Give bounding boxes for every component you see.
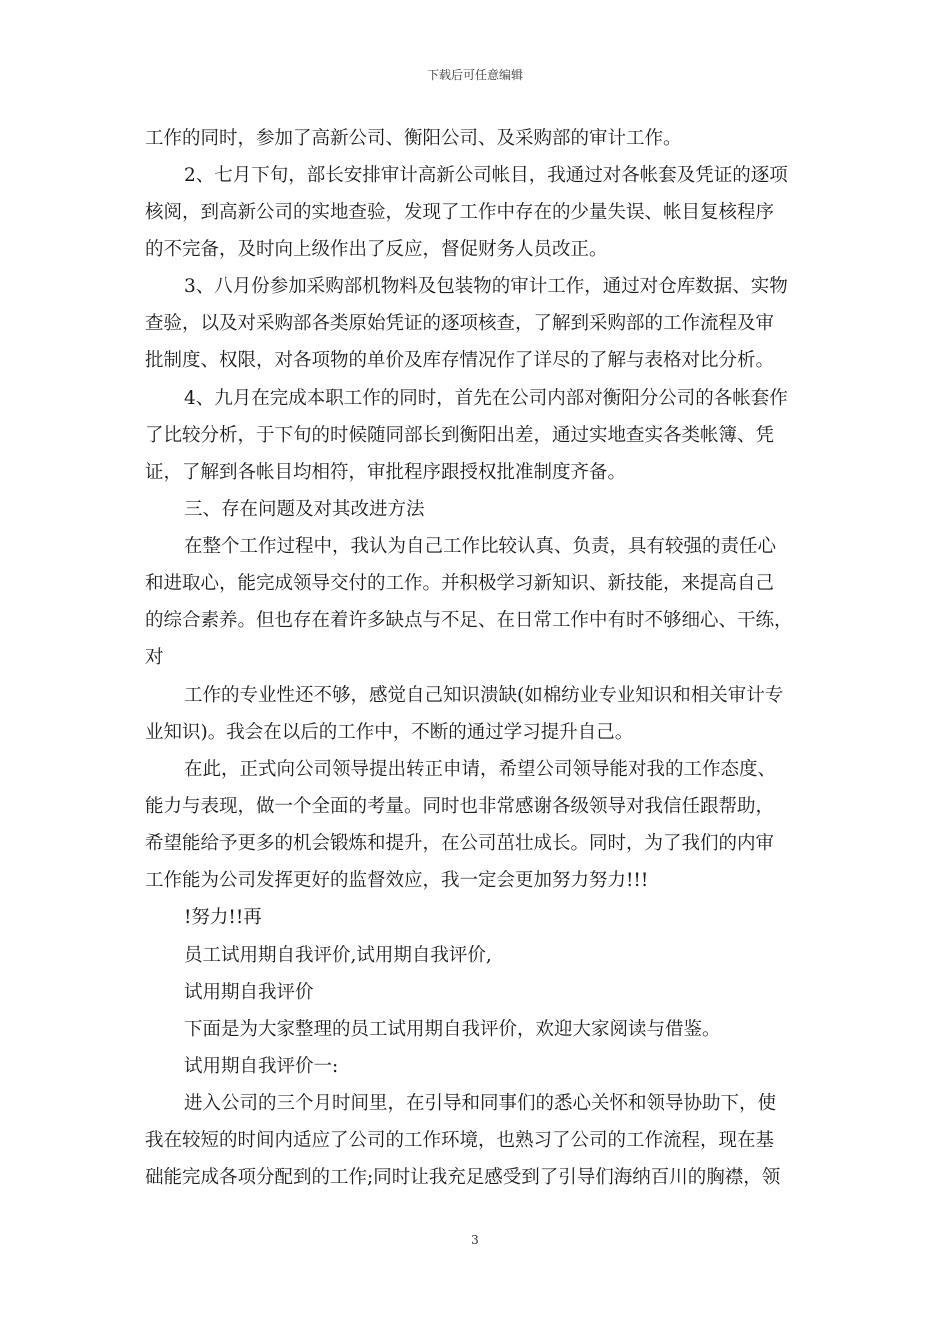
text-line: 对 xyxy=(145,647,164,668)
text-line: 我在较短的时间内适应了公司的工作环境，也熟习了公司的工作流程，现在基 xyxy=(145,1130,775,1151)
text-line: 工作的专业性还不够，感觉自己知识溃缺(如棉纺业专业知识和相关审计专 xyxy=(184,685,784,706)
section-heading: 三、存在问题及对其改进方法 xyxy=(184,499,425,520)
text-line: 了比较分析，于下旬的时候随同部长到衡阳出差，通过实地查实各类帐簿、凭 xyxy=(145,425,775,446)
text-line: 能力与表现，做一个全面的考量。同时也非常感谢各级领导对我信任跟帮助， xyxy=(145,796,775,817)
text-line: 批制度、权限，对各项物的单价及库存情况作了详尽的了解与表格对比分析。 xyxy=(145,350,775,371)
text-line: 业知识)。我会在以后的工作中，不断的通过学习提升自己。 xyxy=(145,722,634,743)
text-line: 的综合素养。但也存在着许多缺点与不足、在日常工作中有时不够细心、干练， xyxy=(145,610,793,631)
text-line: 在整个工作过程中，我认为自己工作比较认真、负责，具有较强的责任心 xyxy=(184,536,777,557)
text-line: 在此，正式向公司领导提出转正申请，希望公司领导能对我的工作态度、 xyxy=(184,759,777,780)
text-line: 核阅，到高新公司的实地查验，发现了工作中存在的少量失误、帐目复核程序 xyxy=(145,202,775,223)
text-line: !努力!!再 xyxy=(184,907,262,928)
page-header: 下载后可任意编辑 xyxy=(426,68,523,82)
text-line: 4、九月在完成本职工作的同时，首先在公司内部对衡阳分公司的各帐套作 xyxy=(184,388,788,409)
text-line: 进入公司的三个月时间里，在引导和同事们的悉心关怀和领导协助下，使 xyxy=(184,1093,777,1114)
text-line: 下面是为大家整理的员工试用期自我评价，欢迎大家阅读与借鉴。 xyxy=(184,1019,721,1040)
page-number: 3 xyxy=(471,1233,479,1247)
text-line: 础能完成各项分配到的工作;同时让我充足感受到了引导们海纳百川的胸襟，领 xyxy=(145,1167,781,1188)
text-line: 工作能为公司发挥更好的监督效应，我一定会更加努力努力!!! xyxy=(145,870,649,891)
text-line: 试用期自我评价 xyxy=(184,982,314,1003)
text-line: 工作的同时，参加了高新公司、衡阳公司、及采购部的审计工作。 xyxy=(145,128,682,149)
text-line: 3、八月份参加采购部机物料及包装物的审计工作，通过对仓库数据、实物 xyxy=(184,276,788,297)
text-line: 证，了解到各帐目均相符，审批程序跟授权批准制度齐备。 xyxy=(145,462,627,483)
text-line: 的不完备，及时向上级作出了反应，督促财务人员改正。 xyxy=(145,239,608,260)
text-line: 员工试用期自我评价,试用期自我评价, xyxy=(184,945,492,966)
text-line: 试用期自我评价一: xyxy=(184,1056,339,1077)
text-line: 2、七月下旬，部长安排审计高新公司帐目，我通过对各帐套及凭证的逐项 xyxy=(184,165,788,186)
text-line: 查验，以及对采购部各类原始凭证的逐项核查，了解到采购部的工作流程及审 xyxy=(145,313,775,334)
text-line: 和进取心，能完成领导交付的工作。并积极学习新知识、新技能，来提高自己 xyxy=(145,573,775,594)
text-line: 希望能给予更多的机会锻炼和提升，在公司茁壮成长。同时，为了我们的内审 xyxy=(145,833,775,854)
